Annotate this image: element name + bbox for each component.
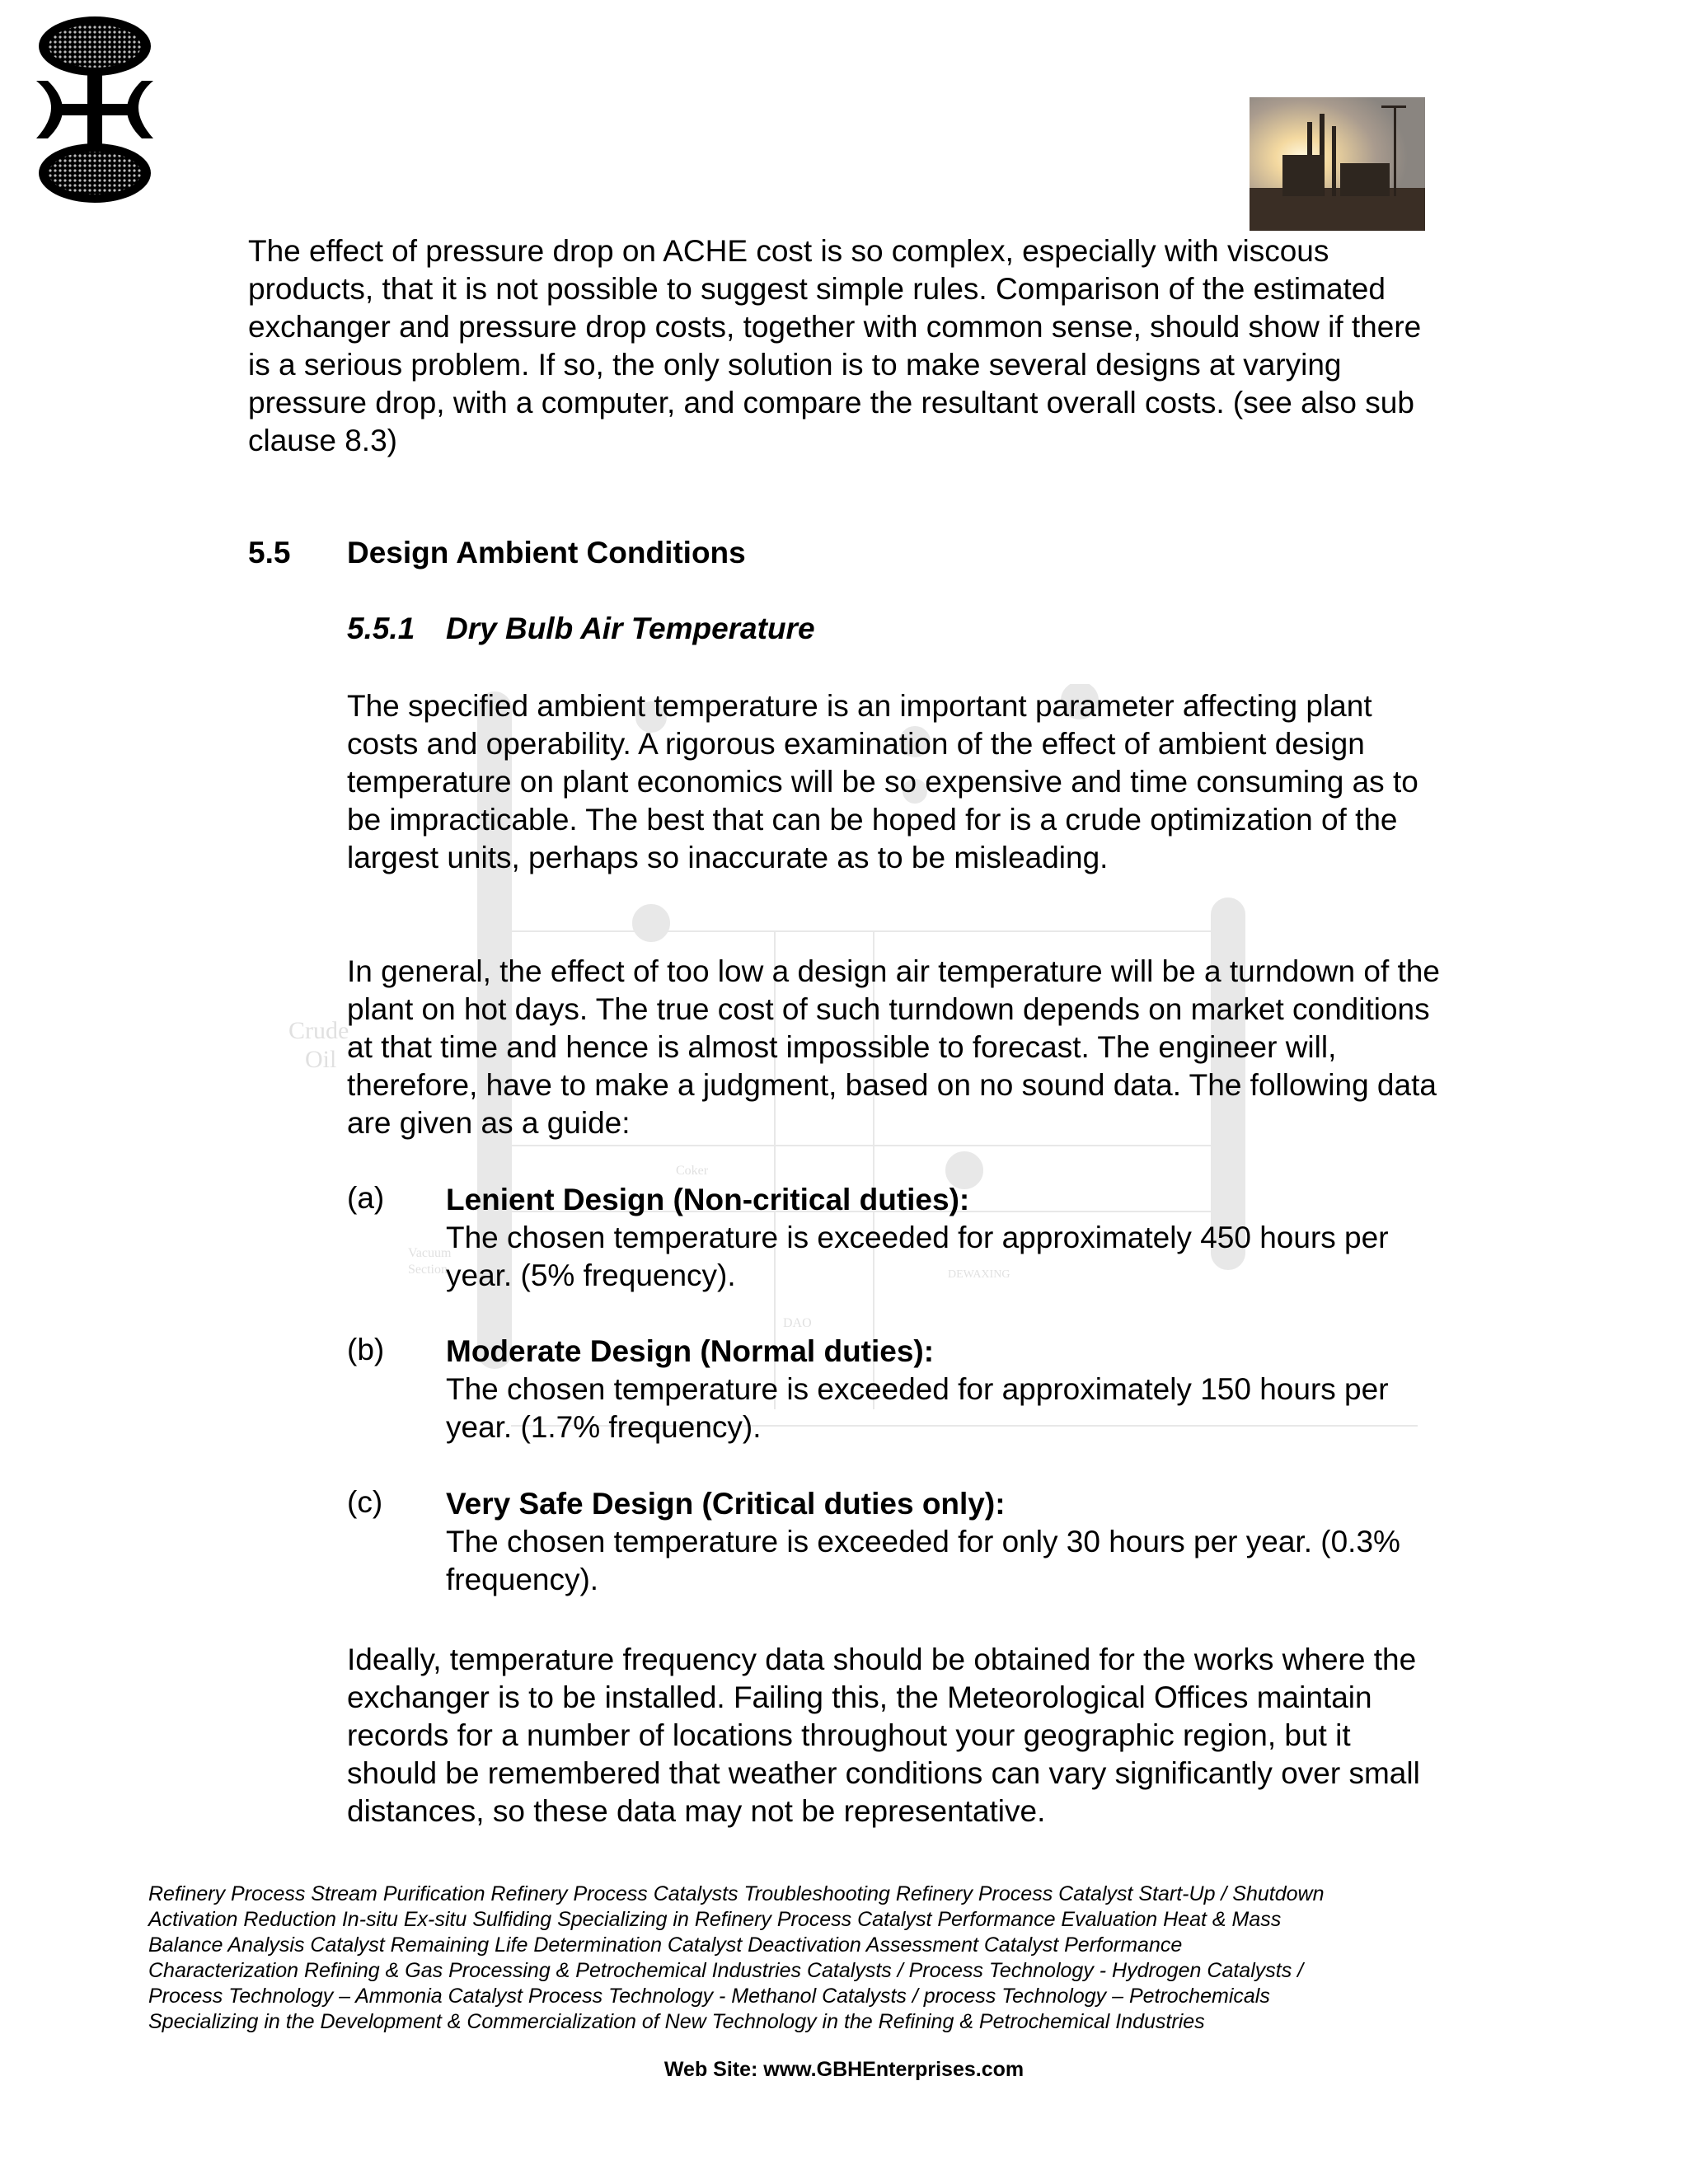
list-item-text: The chosen temperature is exceeded for approximately 150 hours per year. (1.7% frequency). [446, 1372, 1389, 1444]
intro-paragraph: The effect of pressure drop on ACHE cost is so complex, especially with viscous products, that it is not possible to suggest simple rules. Comparison of the estimated exchanger and pressure drop costs, together with common sense, should show if there is a serious problem. If so, the only solution is to make several designs at varying pressure drop, with a computer, and compare the resultant overall costs. (see also sub clause 8.3) [248, 234, 1422, 457]
footer-line: Refinery Process Stream Purification Refinery Process Catalysts Troubleshooting Refinery Process Catalyst Start-Up / Shutdown [148, 1882, 1325, 1905]
footer-line: Process Technology – Ammonia Catalyst Process Technology - Methanol Catalysts / process Technology – Petrochemicals [148, 1985, 1270, 2008]
subsection-number: 5.5.1 [347, 612, 415, 645]
list-item-label: (b) [347, 1333, 385, 1366]
list-item [446, 1181, 1435, 1295]
paragraph-ambient-temperature: The specified ambient temperature is an important parameter affecting plant costs and operability. A rigorous examination of the effect of ambient design temperature on plant economics will be so expensive and time consuming as to be impracticable. The best that can be hoped for is a crude optimization of the largest units, perhaps so inaccurate as to be misleading. [347, 689, 1418, 874]
paragraph-turndown: In general, the effect of too low a design air temperature will be a turndown of the plant on hot days. The true cost of such turndown depends on market conditions at that time and hence is almost impossible to forecast. The engineer will, therefore, have to make a judgment, based on no sound data. The following data are given as a guide: [347, 954, 1440, 1140]
watermark-vacuum-label: Vacuum [408, 1246, 452, 1260]
list-item [446, 1485, 1435, 1599]
watermark-oil-label: Oil [305, 1046, 337, 1073]
watermark-crude-label: Crude [288, 1017, 349, 1044]
paragraph-frequency-data: Ideally, temperature frequency data should be obtained for the works where the exchanger is to be installed. Failing this, the Meteorological Offices maintain records for a number of locations throughout your geographic region, but it should be remembered that weather conditions can vary significantly over small distances, so these data may not be representative. [347, 1643, 1420, 1828]
list-item-title: Moderate Design (Normal duties): [446, 1334, 935, 1368]
footer-line: Activation Reduction In-situ Ex-situ Sulfiding Specializing in Refinery Process Catalyst Performance Evaluation Heat & Mass [148, 1908, 1282, 1931]
section-title: Design Ambient Conditions [347, 536, 746, 569]
gbh-logo-icon [33, 15, 157, 204]
watermark-section-label: Section [408, 1263, 448, 1277]
footer-line: Characterization Refining & Gas Processing & Petrochemical Industries Catalysts / Process Technology - Hydrogen Catalysts / [148, 1959, 1304, 1982]
list-item-text: The chosen temperature is exceeded for approximately 450 hours per year. (5% frequency). [446, 1221, 1389, 1292]
footer-line: Specializing in the Development & Commercialization of New Technology in the Refining & Petrochemical Industries [148, 2010, 1205, 2033]
list-item [446, 1333, 1435, 1446]
watermark-coker-label: Coker [676, 1164, 709, 1178]
list-item-label: (a) [347, 1181, 385, 1215]
refinery-photo [1250, 97, 1425, 231]
website-link[interactable]: Web Site: www.GBHEnterprises.com [663, 2058, 1025, 2081]
list-item-title: Lenient Design (Non-critical duties): [446, 1183, 970, 1216]
list-item-text: The chosen temperature is exceeded for only 30 hours per year. (0.3% frequency). [446, 1525, 1400, 1596]
list-item-label: (c) [347, 1485, 383, 1519]
subsection-heading [347, 612, 815, 646]
watermark-dewaxing-label: DEWAXING [948, 1268, 1010, 1281]
footer-text [148, 1882, 1434, 2035]
footer-line: Balance Analysis Catalyst Remaining Life Determination Catalyst Deactivation Assessment Catalyst Performance [148, 1933, 1183, 1957]
watermark-dao-label: DAO [783, 1316, 812, 1330]
list-item-title: Very Safe Design (Critical duties only): [446, 1487, 1006, 1521]
subsection-title: Dry Bulb Air Temperature [446, 612, 815, 645]
section-number: 5.5 [248, 536, 291, 569]
